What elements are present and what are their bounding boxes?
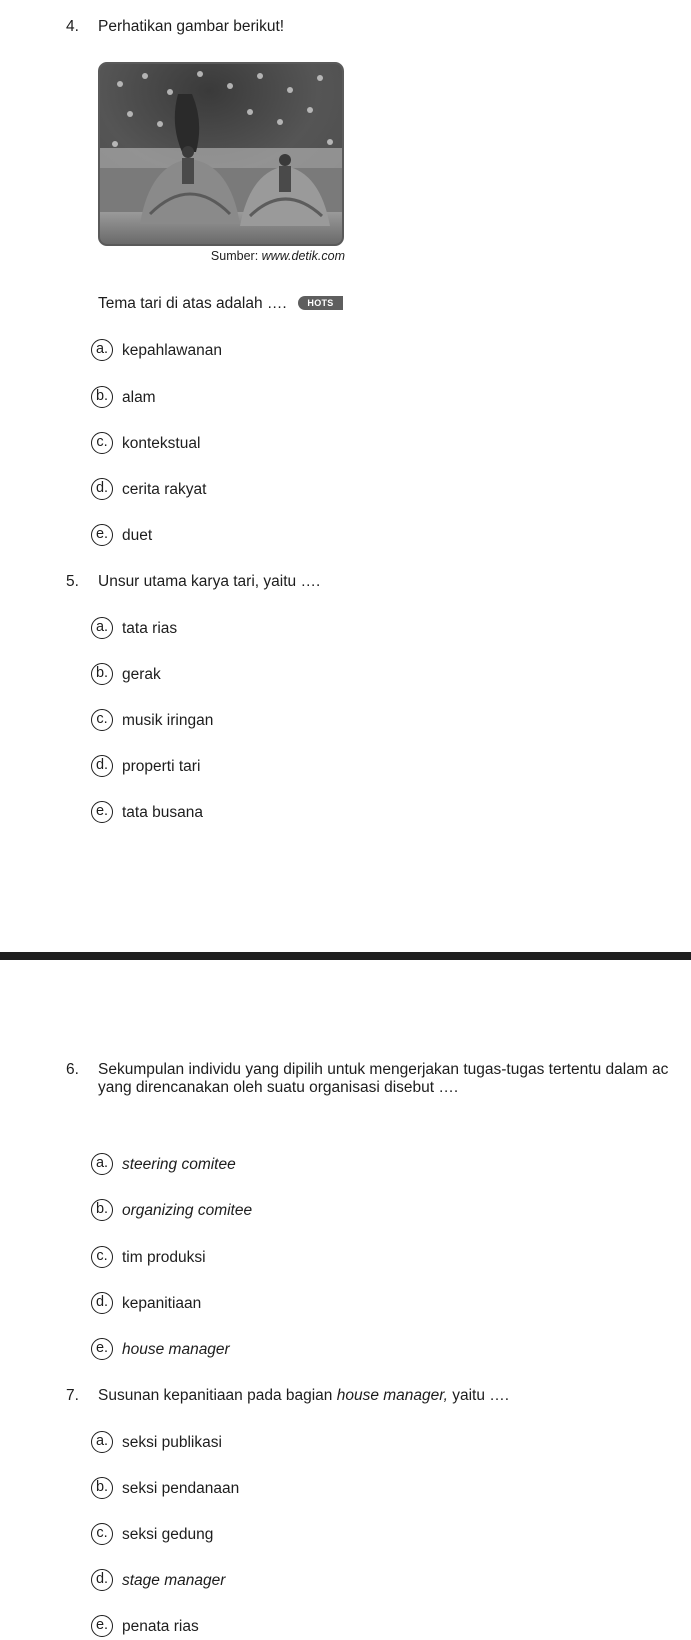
q6-option-d-text: kepanitiaan [122,1294,202,1312]
q4-option-a-letter: a. [91,339,113,361]
q7-option-e-letter: e. [91,1615,113,1637]
q6-option-b-letter: b. [91,1199,113,1221]
q5-option-d-letter: d. [91,755,113,777]
q7-option-b[interactable] [91,1476,239,1500]
q6-option-b-text: organizing comitee [122,1201,253,1219]
q5-option-b-text: gerak [122,665,161,683]
question-7-text [98,1387,509,1404]
q4-option-e-letter: e. [91,524,113,546]
q4-option-b[interactable] [91,385,156,409]
q6-option-e-letter: e. [91,1338,113,1360]
q5-option-b-letter: b. [91,663,113,685]
page-divider [0,952,691,960]
q6-option-a-letter: a. [91,1153,113,1175]
q7-option-a-letter: a. [91,1431,113,1453]
q7-option-d-text: stage manager [122,1571,226,1589]
q6-option-a-text: steering comitee [122,1155,236,1173]
q7-option-d-letter: d. [91,1569,113,1591]
image-caption [211,249,345,263]
q7-option-e[interactable] [91,1614,199,1638]
question-7-number: 7. [66,1387,79,1404]
question-5-number: 5. [66,573,79,590]
question-5-text: Unsur utama karya tari, yaitu …. [98,573,321,590]
q4-option-a[interactable] [91,338,222,362]
q5-option-d[interactable] [91,754,200,778]
peacock-dance-illustration [100,64,342,244]
q5-option-c-letter: c. [91,709,113,731]
q6-option-c-letter: c. [91,1246,113,1268]
caption-prefix: Sumber: [210,249,262,263]
q6-option-c-text: tim produksi [122,1248,206,1266]
q6-option-b[interactable] [91,1198,252,1222]
q6-option-d-letter: d. [91,1292,113,1314]
q5-option-e[interactable] [91,800,203,824]
peacock-dance-photo [98,62,344,246]
question-7-text-italic: house manager, [336,1387,448,1404]
q6-option-d[interactable] [91,1291,201,1315]
q7-option-b-letter: b. [91,1477,113,1499]
q5-option-c[interactable] [91,708,213,732]
q4-option-d[interactable] [91,477,206,501]
q6-option-e-text: house manager [122,1340,230,1358]
q4-option-c[interactable] [91,431,200,455]
q7-option-c[interactable] [91,1522,213,1546]
q7-option-a-text: seksi publikasi [122,1433,222,1451]
q6-option-c[interactable] [91,1245,206,1269]
question-7-text-before: Susunan kepanitiaan pada bagian [98,1387,337,1404]
question-6-line-1: Sekumpulan individu yang dipilih untuk mengerjakan tugas-tugas tertentu dalam ac [98,1061,669,1078]
q5-option-a-letter: a. [91,617,113,639]
q5-option-b[interactable] [91,662,161,686]
q7-option-b-text: seksi pendanaan [122,1479,240,1497]
q4-option-e[interactable] [91,523,152,547]
q4-option-e-text: duet [122,526,153,544]
q5-option-a[interactable] [91,616,177,640]
q7-option-e-text: penata rias [122,1617,199,1635]
q7-option-a[interactable] [91,1430,222,1454]
question-7-text-after: yaitu …. [447,1387,510,1404]
q4-option-c-text: kontekstual [122,434,201,452]
q5-option-a-text: tata rias [122,619,178,637]
q4-option-b-text: alam [122,388,156,406]
question-6-line-2: yang direncanakan oleh suatu organisasi disebut …. [98,1079,459,1096]
q4-option-a-text: kepahlawanan [122,341,222,359]
q4-option-d-text: cerita rakyat [122,480,207,498]
q5-option-d-text: properti tari [122,757,201,775]
question-4-text: Perhatikan gambar berikut! [98,18,285,35]
q5-option-e-letter: e. [91,801,113,823]
caption-source: www.detik.com [261,249,345,263]
question-6-number: 6. [66,1061,79,1078]
q7-option-c-text: seksi gedung [122,1525,214,1543]
question-4-number: 4. [66,18,79,35]
q6-option-e[interactable] [91,1337,230,1361]
q7-option-d[interactable] [91,1568,225,1592]
q4-option-d-letter: d. [91,478,113,500]
hots-badge: HOTS [298,296,343,310]
q6-option-a[interactable] [91,1152,236,1176]
q7-option-c-letter: c. [91,1523,113,1545]
q5-option-e-text: tata busana [122,803,204,821]
q5-option-c-text: musik iringan [122,711,214,729]
q4-option-b-letter: b. [91,386,113,408]
q4-option-c-letter: c. [91,432,113,454]
question-4-prompt: Tema tari di atas adalah …. [98,295,287,312]
